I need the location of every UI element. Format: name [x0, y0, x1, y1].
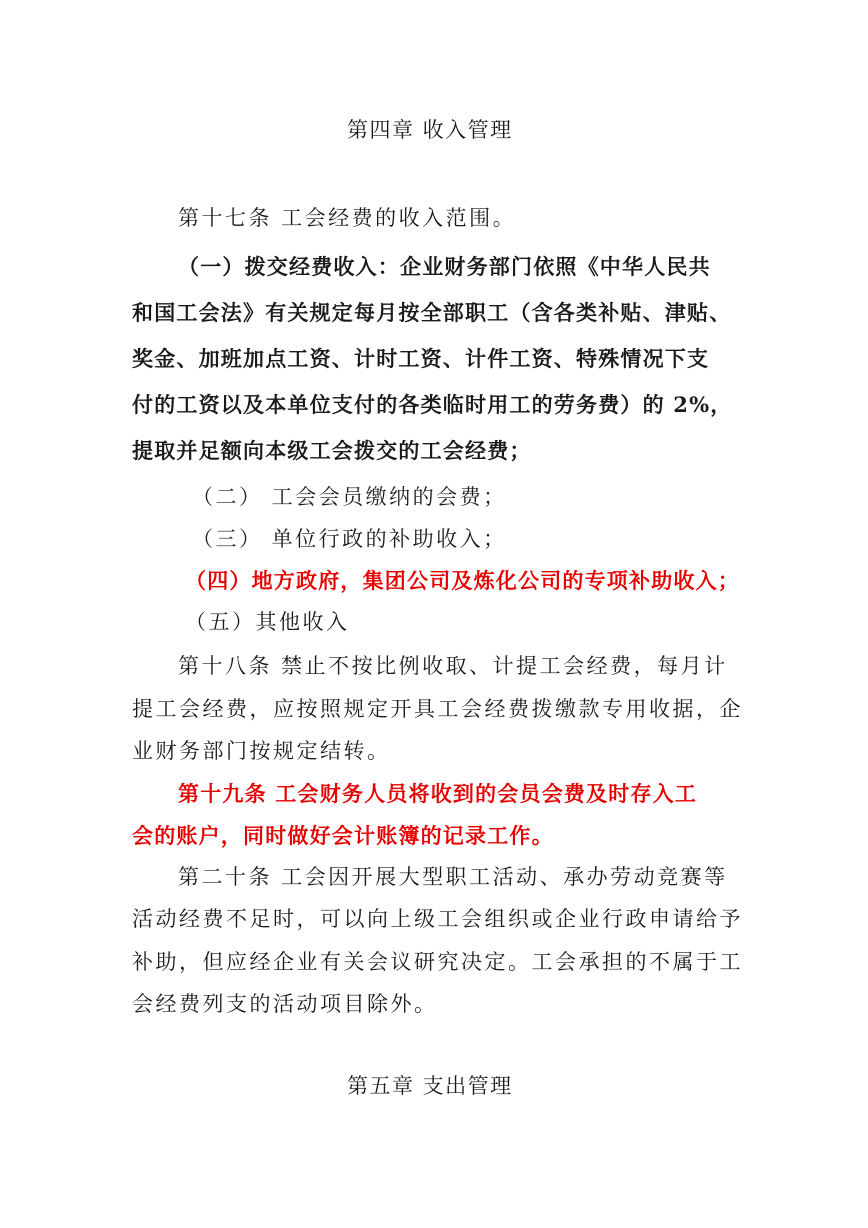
article-17-item-4: （四）地方政府，集团公司及炼化公司的专项补助收入；	[185, 568, 740, 593]
article-18-line-2: 提工会经费，应按照规定开具工会经费拨缴款专用收据，企	[132, 697, 743, 721]
article-17-item-2: （二） 工会会员缴纳的会费；	[192, 485, 507, 509]
article-17-item-5: （五）其他收入	[185, 610, 350, 634]
article-17-heading: 第十七条 工会经费的收入范围。	[178, 206, 517, 230]
article-17-item-1-line-1: （一）拨交经费收入：企业财务部门依照《中华人民共	[178, 254, 711, 279]
article-17-item-1-line-4: 付的工资以及本单位支付的各类临时用工的劳务费）的 2%，	[132, 392, 733, 417]
article-20-line-3: 补助，但应经企业有关会议研究决定。工会承担的不属于工	[132, 950, 743, 974]
article-20-line-4: 会经费列支的活动项目除外。	[132, 992, 438, 1016]
chapter-4-title: 第四章 收入管理	[347, 118, 513, 142]
article-20-line-1: 第二十条 工会因开展大型职工活动、承办劳动竞赛等	[178, 865, 728, 889]
article-18-line-1: 第十八条 禁止不按比例收取、计提工会经费，每月计	[178, 654, 728, 678]
article-17-item-1-line-3: 奖金、加班加点工资、计时工资、计件工资、特殊情况下支	[132, 346, 710, 371]
article-18-line-3: 业财务部门按规定结转。	[132, 739, 391, 763]
article-20-line-2: 活动经费不足时，可以向上级工会组织或企业行政申请给予	[132, 907, 743, 931]
article-17-item-1-line-5: 提取并足额向本级工会拨交的工会经费；	[132, 438, 532, 463]
article-17-item-1-line-2: 和国工会法》有关规定每月按全部职工（含各类补贴、津贴、	[132, 300, 732, 325]
article-19-line-2: 会的账户，同时做好会计账簿的记录工作。	[132, 823, 554, 848]
article-19-line-1: 第十九条 工会财务人员将收到的会员会费及时存入工	[178, 781, 698, 806]
chapter-5-title: 第五章 支出管理	[347, 1074, 513, 1098]
article-17-item-3: （三） 单位行政的补助收入；	[192, 527, 507, 551]
